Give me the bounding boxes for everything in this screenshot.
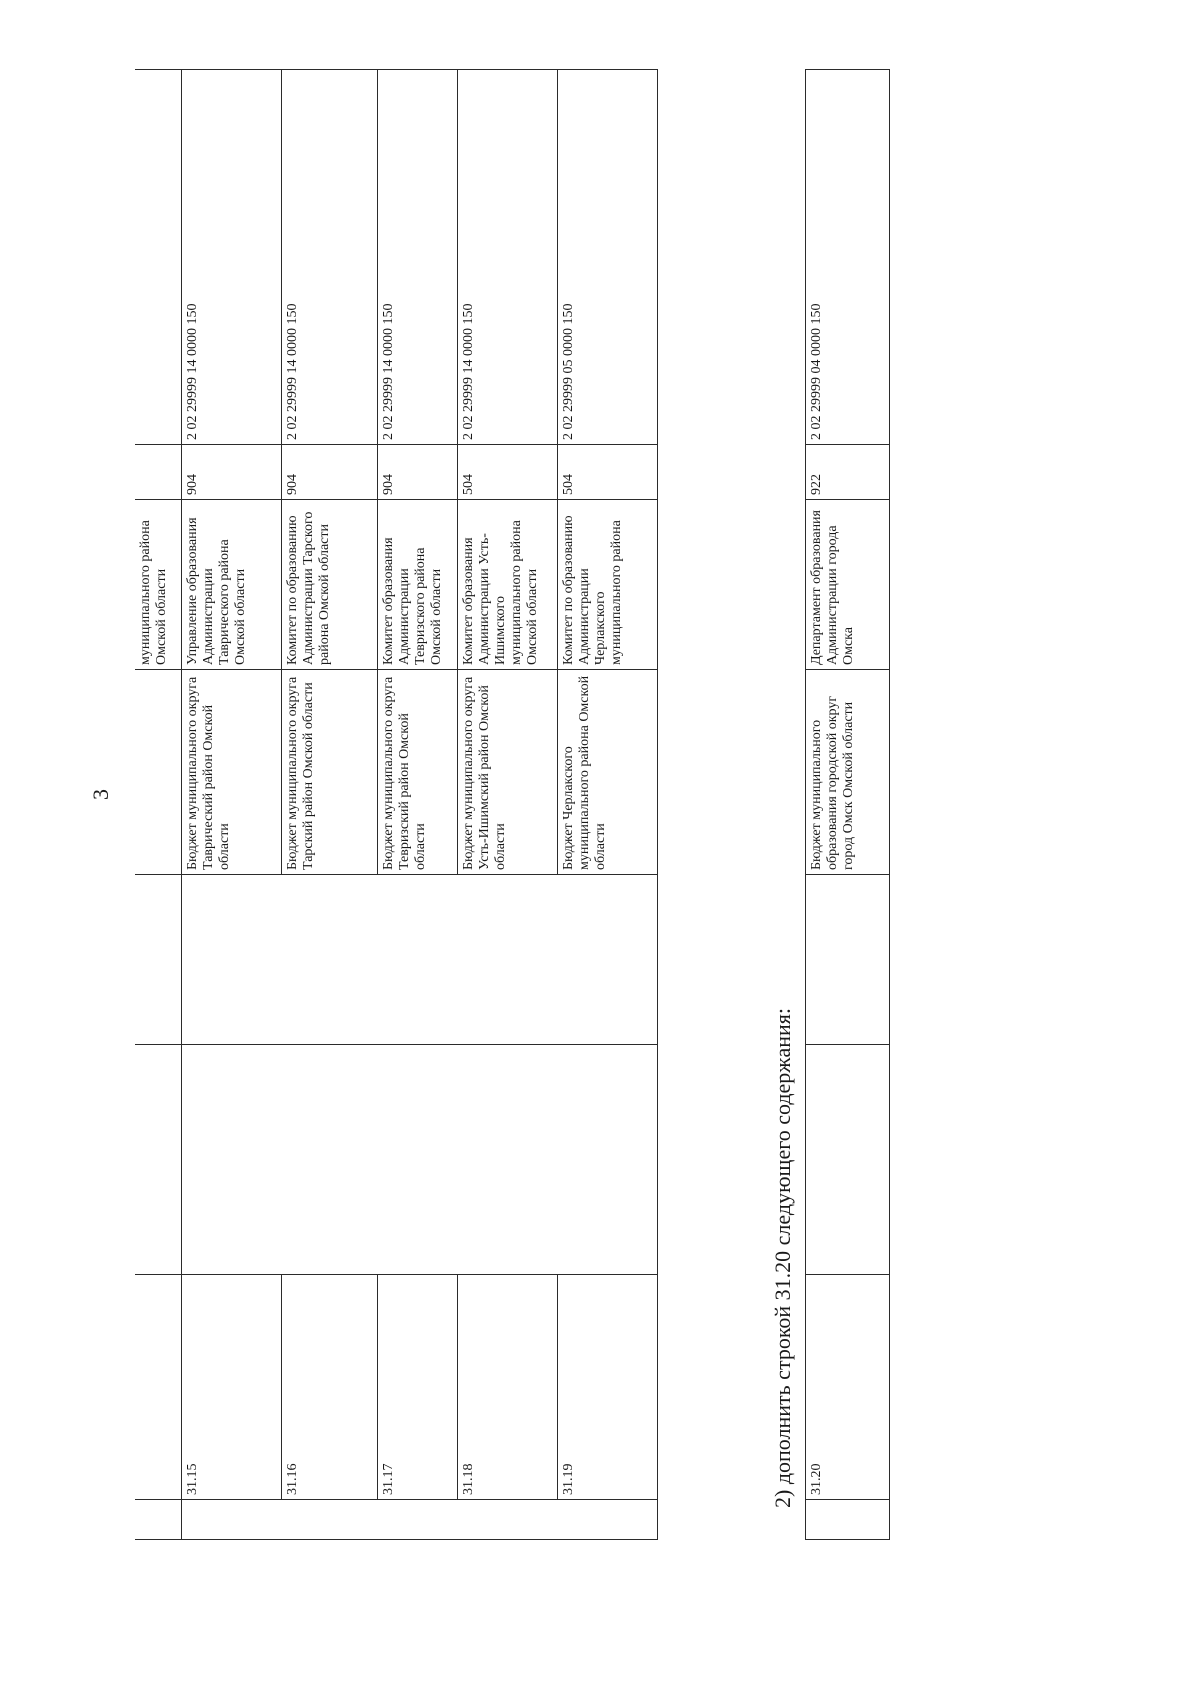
kbk-cell: 2 02 29999 14 0000 150 — [282, 70, 378, 445]
kbk-cell: 2 02 29999 14 0000 150 — [378, 70, 458, 445]
continuation-org-cell: муниципального района Омской области — [135, 500, 182, 670]
code-cell: 904 — [282, 445, 378, 500]
kbk-cell: 2 02 29999 05 0000 150 — [558, 70, 658, 445]
row-number: 31.15 — [182, 1275, 282, 1500]
table-row — [558, 70, 658, 1540]
row-number: 31.16 — [282, 1275, 378, 1500]
code-cell: 904 — [378, 445, 458, 500]
budget-table — [135, 70, 695, 1540]
org-cell: Департамент образования Администрации города Омска — [806, 500, 890, 670]
budget-cell: Бюджет муниципального округа Усть-Ишимский район Омской области — [458, 670, 558, 875]
budget-cell: Бюджет муниципального образования городской округ город Омск Омской области — [806, 670, 890, 875]
org-cell: Комитет образования Администрации Тевризского района Омской области — [378, 500, 458, 670]
kbk-cell: 2 02 29999 04 0000 150 — [806, 70, 890, 445]
org-cell: Комитет образования Администрации Усть-Ишимского муниципального района Омской области — [458, 500, 558, 670]
budget-cell: Бюджет муниципального округа Тевризский район Омской области — [378, 670, 458, 875]
code-cell: 504 — [458, 445, 558, 500]
page-number: 3 — [88, 789, 113, 800]
budget-cell: Бюджет муниципального округа Таврический район Омской области — [182, 670, 282, 875]
budget-cell: Бюджет Черлакского муниципального района Омской области — [558, 670, 658, 875]
code-cell: 922 — [806, 445, 890, 500]
code-cell: 504 — [558, 445, 658, 500]
row-number: 31.19 — [558, 1275, 658, 1500]
amendment-text: 2) дополнить строкой 31.20 следующего содержания: — [770, 1007, 795, 1508]
table-continuation-row — [135, 70, 182, 1540]
code-cell: 904 — [182, 445, 282, 500]
row-number: 31.18 — [458, 1275, 558, 1500]
kbk-cell: 2 02 29999 14 0000 150 — [458, 70, 558, 445]
amendment-table — [805, 70, 905, 1540]
row-number: 31.20 — [806, 1275, 890, 1500]
table-row — [806, 70, 890, 1540]
kbk-cell: 2 02 29999 14 0000 150 — [182, 70, 282, 445]
org-cell: Комитет по образованию Администрации Черлакского муниципального района — [558, 500, 658, 670]
budget-cell: Бюджет муниципального округа Тарский район Омской области — [282, 670, 378, 875]
table-row — [378, 70, 458, 1540]
table-row — [182, 70, 282, 1540]
org-cell: Комитет по образованию Администрации Тарского района Омской области — [282, 500, 378, 670]
table-row — [458, 70, 558, 1540]
org-cell: Управление образования Администрации Таврического района Омской области — [182, 500, 282, 670]
table-row — [282, 70, 378, 1540]
row-number: 31.17 — [378, 1275, 458, 1500]
